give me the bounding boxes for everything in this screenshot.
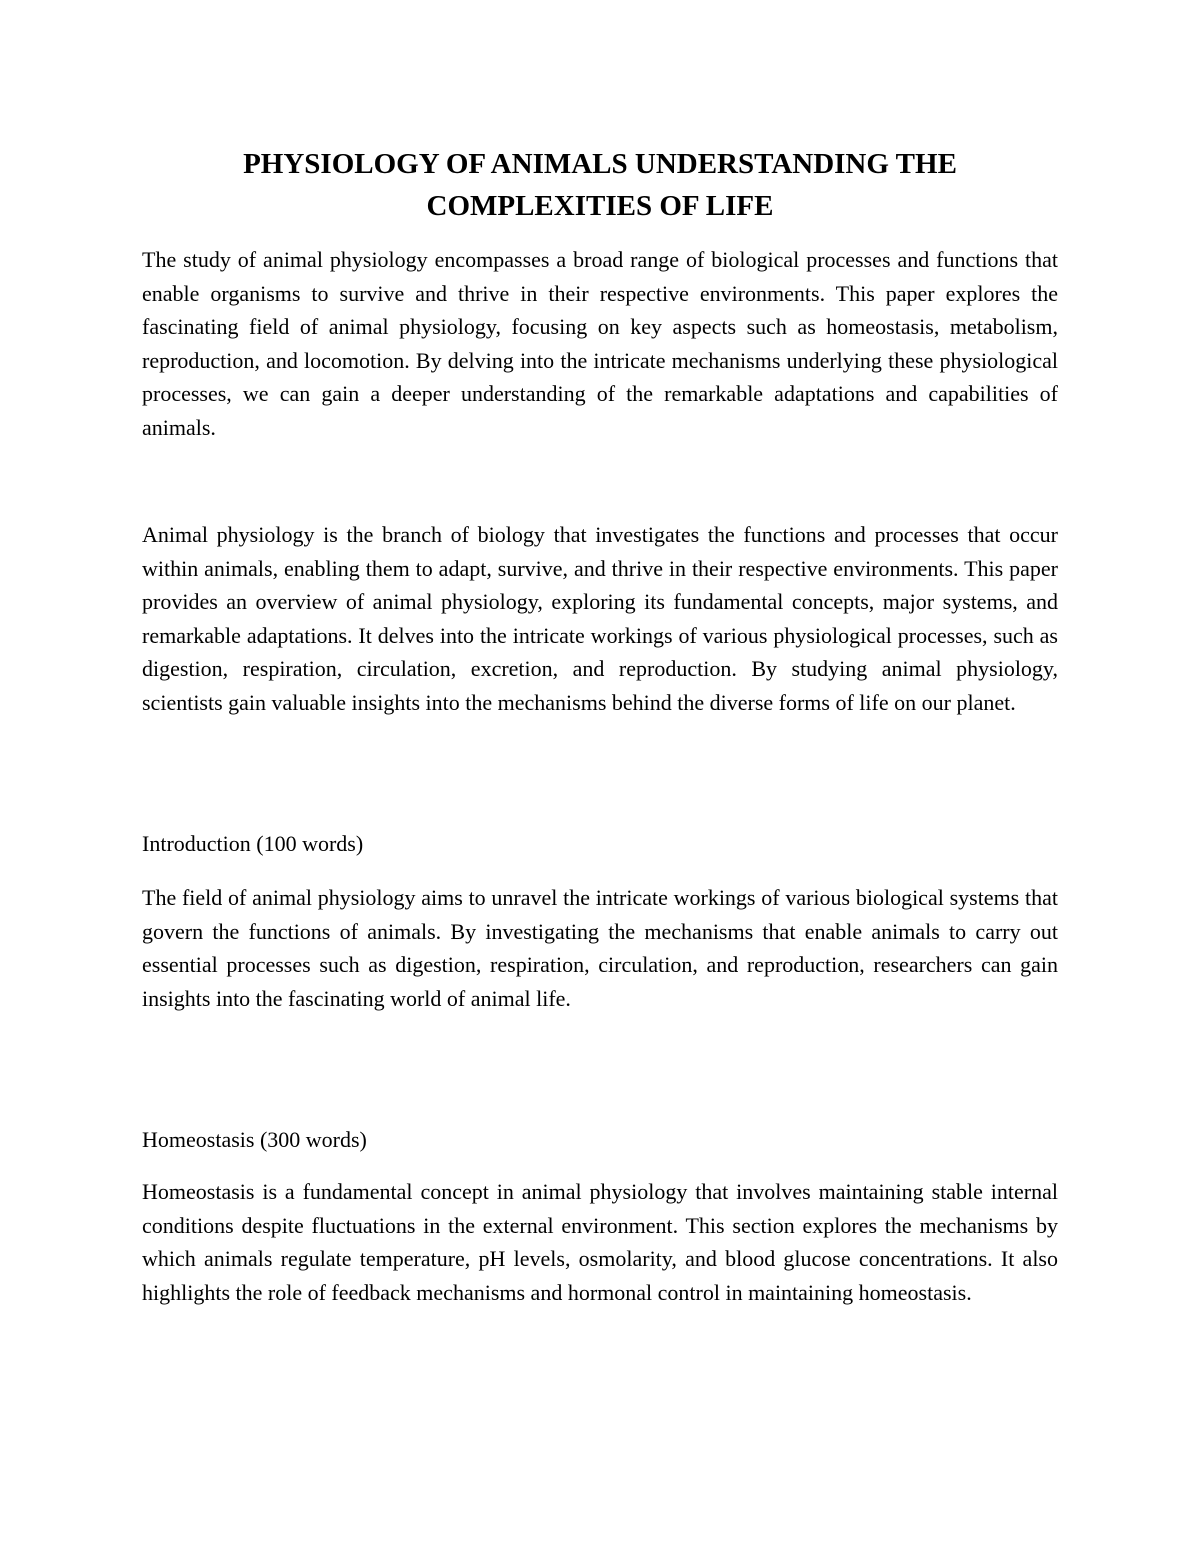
document-title: PHYSIOLOGY OF ANIMALS UNDERSTANDING THE COMPLEXITIES OF LIFE bbox=[243, 148, 957, 222]
overview-paragraph: Animal physiology is the branch of biology that investigates the functions and processes that occur within animals, enabling them to adapt, survive, and thrive in their respective environments. This paper provides an overview of animal physiology, exploring its fundamental concepts, major systems, and remarkable adaptations. It delves into the intricate workings of various physiological processes, such as digestion, respiration, circulation, excretion, and reproduction. By studying animal physiology, scientists gain valuable insights into the mechanisms behind the diverse forms of life on our planet. bbox=[142, 522, 1058, 715]
homeostasis-paragraph: Homeostasis is a fundamental concept in animal physiology that involves maintaining stable internal conditions despite fluctuations in the external environment. This section explores the mechanisms by which animals regulate temperature, pH levels, osmolarity, and blood glucose concentrations. It also highlights the role of feedback mechanisms and hormonal control in maintaining homeostasis. bbox=[142, 1179, 1058, 1305]
abstract-paragraph: The study of animal physiology encompasses a broad range of biological processes and functions that enable organisms to survive and thrive in their respective environments. This paper explores the fascinating field of animal physiology, focusing on key aspects such as homeostasis, metabolism, reproduction, and locomotion. By delving into the intricate mechanisms underlying these physiological processes, we can gain a deeper understanding of the remarkable adaptations and capabilities of animals. bbox=[142, 247, 1058, 440]
section-heading-homeostasis: Homeostasis (300 words) bbox=[142, 1127, 367, 1152]
section-heading-introduction: Introduction (100 words) bbox=[142, 831, 364, 856]
introduction-paragraph: The field of animal physiology aims to unravel the intricate workings of various biological systems that govern the functions of animals. By investigating the mechanisms that enable animals to carry out essential processes such as digestion, respiration, circulation, and reproduction, researchers can gain insights into the fascinating world of animal life. bbox=[142, 885, 1058, 1011]
